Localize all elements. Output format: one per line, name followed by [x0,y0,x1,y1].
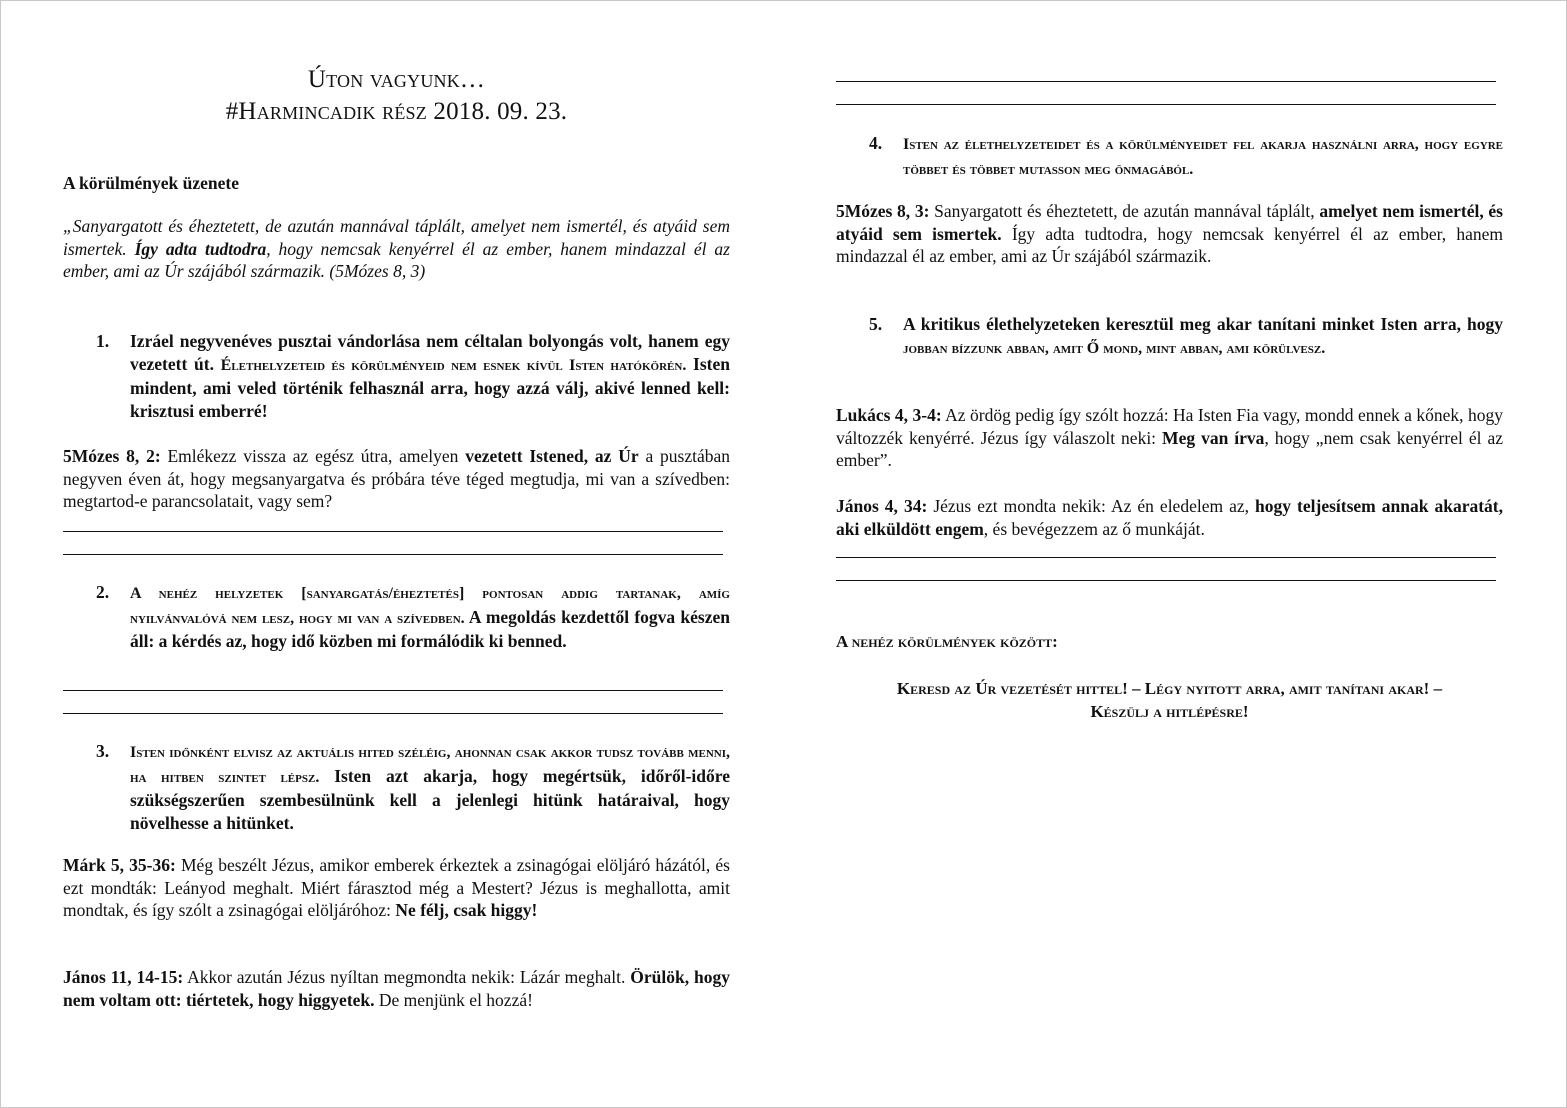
closing-summary [836,678,1503,723]
point-number: 3. [96,741,110,761]
verse-reference: Márk 5, 35-36: [63,855,176,875]
point-text-smallcaps: Isten az élethelyzeteidet és a körülményeidet fel akarja használni arra, hogy egyre többet és többet mutasson meg önmagából. [903,136,1503,178]
point-text [130,330,730,423]
motto-quote [63,215,730,283]
document-title [63,64,730,128]
verse-6 [836,495,1503,540]
verse-2 [63,854,730,922]
verse-text: Így adta tudtodra, hogy nemcsak kenyérrel él az ember, hanem mindazzal él az ember, ami az Úr szájából származik. [836,223,1503,267]
verse-3 [63,966,730,1011]
verse-emphasis: amelyet nem ismertél, és atyáid sem ismertek. [836,201,1503,244]
title-line-2: #Harmincadik rész 2018. 09. 23. [225,98,568,125]
closing-heading: A nehéz körülmények között: [836,632,1058,651]
point-text [903,313,1503,360]
point-3 [63,740,730,835]
verse-reference: 5Mózes 8, 3: [836,201,930,221]
answer-line [836,81,1496,82]
point-number: 2. [96,582,110,602]
point-text-smallcaps: Élethelyzeteid és körülményeid nem esnek kívül Isten hatókörén. [220,356,687,374]
point-text [130,740,730,835]
verse-text: De menjünk el hozzá! [374,989,533,1010]
section-heading: A körülmények üzenete [63,173,239,193]
motto-bold: Így adta tudtodra [134,238,267,259]
verse-emphasis: Örülök, hogy nem voltam ott: tiértetek, hogy higgyetek. [63,967,730,1010]
point-text-smallcaps: Isten időnként elvisz az aktuális hited széléig, ahonnan csak akkor tudsz tovább menni, ha hitben szintet lépsz. [130,744,730,786]
closing-line-2: Készülj a hitlépésre! [1090,701,1249,721]
point-5 [836,313,1503,360]
answer-line [63,531,723,532]
point-text [903,132,1503,181]
verse-text: Még beszélt Jézus, amikor emberek érkeztek a zsinagógai elöljáró házától, és ezt mondták: Leányod meghalt. Miért fárasztod még a Mestert? Jézus is meghallotta, amit mondtak, és így szólt a zsinagógai elöljáróhoz: [63,855,730,921]
verse-emphasis: Meg van írva [1162,427,1265,448]
answer-line [63,713,723,714]
point-1 [63,330,730,423]
title-line-1: Úton vagyunk… [307,66,486,93]
verse-text: a pusztában negyven éven át, hogy megsanyargatva és próbára téve téged megtudja, mi van a szívedben: megtartod-e parancsolatait, vagy sem? [63,446,730,512]
point-text-segment: Izráel negyvenéves pusztai vándorlása nem céltalan bolyongás volt, hanem egy vezetett út. [130,331,730,374]
point-4 [836,132,1503,181]
point-text-segment: Isten azt akarja, hogy megértsük, időről-időre szükségszerűen szembesülnünk kell a jelenlegi hitünk határaival, hogy növelhesse a hitünket. [130,765,730,834]
verse-reference: János 11, 14-15: [63,967,184,987]
point-text-segment: Isten mindent, ami veled történik felhasznál arra, hogy azzá válj, akivé lenned kell: krisztusi emberré! [130,353,730,422]
point-text-segment: A megoldás kezdettől fogva készen áll: a kérdés az, hogy idő közben mi formálódik ki benned. [130,606,730,652]
point-number: 4. [869,133,883,153]
closing-line-1: Keresd az Úr vezetését hittel! – Légy nyitott arra, amit tanítani akar! – [896,679,1443,698]
verse-text: Akkor azután Jézus nyíltan megmondta nekik: Lázár meghalt. [183,967,631,987]
verse-text: Az ördög pedig így szólt hozzá: Ha Isten Fia vagy, mondd ennek a kőnek, hogy változzék kenyérré. Jézus így válaszolt neki: [836,405,1503,448]
verse-emphasis: Ne félj, csak higgy! [395,900,538,921]
verse-reference: Lukács 4, 3-4: [836,405,942,425]
point-number: 1. [96,331,110,351]
verse-reference: 5Mózes 8, 2: [63,446,161,466]
answer-line [63,554,723,555]
verse-text: , és bevégezzem az ő munkáját. [983,518,1205,539]
point-text-smallcaps: jobban bízzunk abban, amit Ő mond, mint abban, ami körülvesz. [903,339,1326,357]
motto-part-1: „Sanyargatott és éheztetett, de azután mannával táplált, amelyet nem ismertél, és atyáid sem ismertek. [63,216,730,259]
motto-part-2: , hogy nemcsak kenyérrel él az ember, hanem mindazzal él az ember, ami az Úr szájából származik. (5Mózes 8, 3) [63,238,730,281]
verse-emphasis: vezetett Istened, az Úr [465,446,639,466]
verse-reference: János 4, 34: [836,496,928,516]
point-2 [63,581,730,653]
point-number: 5. [869,314,883,334]
verse-text: Sanyargatott és éheztetett, de azután mannával táplált, [929,201,1320,221]
point-text-smallcaps: A nehéz helyzetek [sanyargatás/éheztetés] pontosan addig tartanak, amíg nyilvánvalóvá nem lesz, hogy mi van a szívedben. [130,585,730,627]
answer-line [63,690,723,691]
verse-1 [63,445,730,513]
verse-text: Jézus ezt mondta nekik: Az én eledelem az, [927,496,1256,516]
verse-5 [836,404,1503,472]
point-text-segment: A kritikus élethelyzeteken keresztül meg akar tanítani minket Isten arra, hogy [903,314,1503,334]
verse-emphasis: hogy teljesítsem annak akaratát, aki elküldött engem [836,496,1504,539]
point-text [130,581,730,653]
answer-line [836,580,1496,581]
verse-text: Emlékezz vissza az egész útra, amelyen [160,446,466,466]
verse-text: , hogy „nem csak kenyérrel él az ember”. [836,427,1503,471]
answer-line [836,557,1496,558]
verse-4 [836,200,1503,268]
answer-line [836,104,1496,105]
